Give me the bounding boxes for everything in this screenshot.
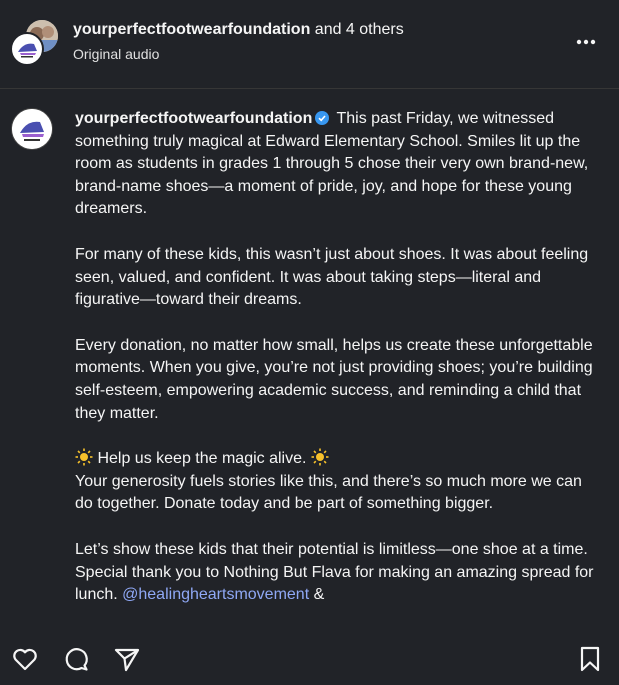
audio-label[interactable]: Original audio bbox=[73, 46, 160, 62]
caption-avatar[interactable] bbox=[11, 108, 53, 150]
caption-paragraph: Every donation, no matter how small, helps us create these unforgettable moments. When you give, you’re not just providing shoes; you’re building self-esteem, empowering academic success, and reminding a child that they matter. bbox=[75, 336, 593, 422]
caption-text: Help us keep the magic alive. bbox=[97, 450, 307, 468]
caption-paragraph bbox=[75, 108, 595, 221]
caption-paragraph bbox=[75, 539, 595, 607]
caption-username[interactable]: yourperfectfootwearfoundation bbox=[75, 110, 313, 127]
caption-text: & bbox=[309, 586, 325, 604]
mention-link[interactable]: @healingheartsmovement bbox=[122, 586, 310, 604]
heart-icon[interactable] bbox=[10, 644, 40, 674]
post-header bbox=[0, 0, 619, 89]
sun-icon bbox=[75, 448, 93, 466]
caption-fade bbox=[0, 612, 619, 630]
avatar[interactable] bbox=[10, 32, 44, 66]
post-caption bbox=[75, 108, 595, 630]
more-horizontal-icon[interactable] bbox=[576, 28, 596, 48]
sun-icon bbox=[311, 448, 329, 466]
collab-avatars[interactable] bbox=[10, 18, 56, 64]
caption-paragraph bbox=[75, 448, 595, 516]
action-bar bbox=[0, 630, 619, 685]
header-title bbox=[73, 21, 404, 39]
comment-icon[interactable] bbox=[61, 644, 91, 674]
caption-text: Your generosity fuels stories like this, and there’s so much more we can do together. Donate today and be part of something bigger. bbox=[75, 472, 582, 513]
collaborators-text[interactable]: and 4 others bbox=[310, 21, 404, 38]
username-link[interactable]: yourperfectfootwearfoundation bbox=[73, 21, 311, 38]
caption-text: Let’s show these kids that their potential is limitless—one shoe at a time. Special thank you to Nothing But Flava for making an amazing spread for lunch. bbox=[75, 540, 594, 604]
send-icon[interactable] bbox=[112, 644, 142, 674]
caption-text: This past Friday, we witnessed something truly magical at Edward Elementary School. Smiles lit up the room as students in grades 1 through 5 chose their very own brand-new, brand-name shoes—a moment of pride, joy, and hope for these young dreamers. bbox=[75, 110, 589, 218]
caption-paragraph: For many of these kids, this wasn’t just about shoes. It was about feeling seen, valued, and confident. It was about taking steps—literal and figurative—toward their dreams. bbox=[75, 245, 589, 309]
verified-badge-icon bbox=[315, 111, 329, 125]
bookmark-icon[interactable] bbox=[575, 644, 605, 674]
